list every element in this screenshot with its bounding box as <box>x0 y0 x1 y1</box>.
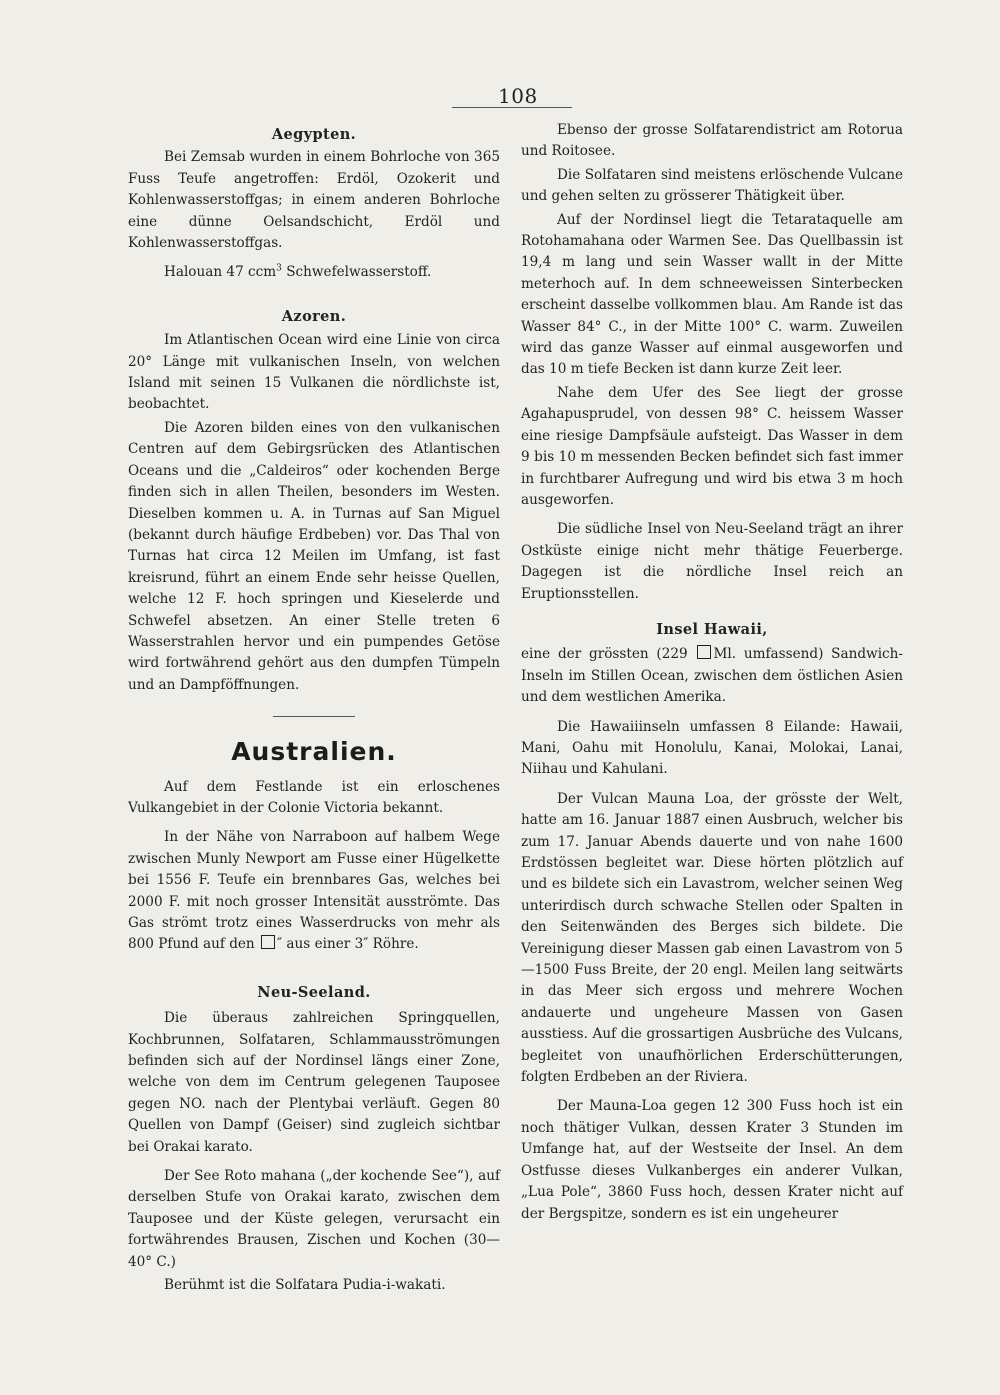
section-divider <box>273 716 355 717</box>
paragraph-right-5: Die südliche Insel von Neu-Seeland trägt an ihrer Ostküste einige nicht mehr thätige Feuerberge. Dagegen ist die nördliche Insel reich an Eruptionsstellen. <box>521 521 903 602</box>
page-number: 108 <box>498 84 538 108</box>
hawaii-intro-text: eine der grössten (229 <box>521 646 688 663</box>
paragraph-aegypten-1: Bei Zemsab wurden in einem Bohrloche von 365 Fuss Teufe angetroffen: Erdöl, Ozokerit und Kohlenwasserstoffgas; in einem anderen Bohrloche eine dünne Oelsandschicht, Erdöl und Kohlenwasserstoffgas. <box>128 149 500 252</box>
heading-aegypten: Aegypten. <box>271 126 357 143</box>
paragraph-neuseeland-3: Berühmt ist die Solfatara Pudia-i-wakati. <box>164 1277 446 1294</box>
square-symbol <box>697 645 711 659</box>
left-column <box>128 120 500 1299</box>
heading-australien: Australien. <box>231 737 397 767</box>
paragraph-right-3: Auf der Nordinsel liegt die Tetarataquelle am Rotohamahana oder Warmen See. Das Quellbassin ist 19,4 m lang und sein Wasser wallt in der Mitte meterhoch auf. In dem schneeweissen Sinterbecken erscheint dasselbe vollkommen blau. Am Rande ist das Wasser 84° C., in der Mitte 100° C. warm. Zuweilen wird das ganze Wasser auf einmal ausgeworfen und das 10 m tiefe Becken ist dann kurze Zeit leer. <box>521 211 903 378</box>
paragraph-hawaii-3: Der Vulcan Mauna Loa, der grösste der Welt, hatte am 16. Januar 1887 einen Ausbruch, welcher bis zum 17. Januar Abends dauerte und von nahe 1600 Erdstössen begleitet war. Diese hörten plötzlich auf und es bildete sich ein Lavastrom, welcher seinen Weg unterirdisch durch schwache Stellen oder Spalten in den Seitenwänden des Berges sich bildete. Die Vereinigung dieser Massen gab einen Lavastrom von 5—1500 Fuss Breite, der 20 engl. Meilen lang seitwärts in das Meer sich ergoss und mehrere Wochen andauerte und ungeheure Massen von Gasen ausstiess. Auf die grossartigen Ausbrüche des Vulcans, begleitet von unaufhörlichen Erderschütterungen, folgten Erdbeben an der Riviera. <box>521 790 903 1086</box>
paragraph-right-1: Ebenso der grosse Solfatarendistrict am Rotorua und Roitosee. <box>521 122 903 160</box>
halouan-text-end: Schwefelwasserstoff. <box>281 264 432 281</box>
narraboon-text-end: ″ aus einer 3″ Röhre. <box>277 936 419 953</box>
right-column <box>521 120 903 1227</box>
halouan-text: Halouan 47 ccm <box>164 264 277 281</box>
paragraph-australien-1: Auf dem Festlande ist ein erloschenes Vulkangebiet in der Colonie Victoria bekannt. <box>128 778 500 816</box>
paragraph-neuseeland-2: Der See Roto mahana („der kochende See“), auf derselben Stufe von Orakai karato, zwischen dem Tauposee und der Küste gelegen, verursacht ein fortwährendes Brausen, Zischen und Kochen (30—40° C.) <box>128 1168 500 1270</box>
paragraph-australien-2 <box>128 827 500 955</box>
hawaii-intro-text-end: Ml. umfassend) Sandwich-Inseln im Stillen Ocean, zwischen dem östlichen Asien und dem westlichen Amerika. <box>521 646 903 706</box>
paragraph-hawaii-2: Die Hawaiiinseln umfassen 8 Eilande: Hawaii, Mani, Oahu mit Honolulu, Kanai, Molokai, Lanai, Niihau und Kahulani. <box>521 718 903 778</box>
paragraph-right-2: Die Solfataren sind meistens erlöschende Vulcane und gehen selten zu grösserer Thätigkeit über. <box>521 166 903 205</box>
square-symbol <box>261 935 275 949</box>
heading-neu-seeland: Neu-Seeland. <box>257 983 371 1001</box>
superscript-3: 3 <box>276 263 282 274</box>
paragraph-hawaii-4: Der Mauna-Loa gegen 12 300 Fuss hoch ist ein noch thätiger Vulkan, dessen Krater 3 Stunden im Umfange hat, auf der Westseite der Insel. An dem Ostfusse dieses Vulkanberges ein anderer Vulkan, „Lua Pole“, 3860 Fuss hoch, dessen Krater nicht auf der Bergspitze, sondern es ist ein ungeheurer <box>521 1098 903 1222</box>
paragraph-neuseeland-1: Die überaus zahlreichen Springquellen, Kochbrunnen, Solfataren, Schlammausströmungen befinden sich auf der Nordinsel längs einer Zone, welche von dem im Centrum gelegenen Tauposee gegen NO. nach der Plentybai verläuft. Gegen 80 Quellen von Dampf (Geiser) sind zugleich sichtbar bei Orakai karato. <box>128 1010 500 1155</box>
paragraph-azoren-2: Die Azoren bilden eines von den vulkanischen Centren auf dem Gebirgsrücken des Atlantischen Oceans und die „Caldeiros“ oder kochenden Berge finden sich in allen Theilen, besonders im Westen. Dieselben kommen u. A. in Turnas auf San Miguel (bekannt durch häufige Erdbeben) vor. Das Thal von Turnas hat circa 12 Meilen im Umfang, ist fast kreisrund, führt an einem Ende sehr heisse Quellen, welche 12 F. hoch springen und Kieselerde und Schwefel absetzen. An einer Stelle treten 6 Wasserstrahlen hervor und ein pumpendes Getöse wird fortwährend gehört aus den dumpfen Tümpeln und an Dampföffnungen. <box>128 419 500 693</box>
header-rule <box>452 107 572 108</box>
paragraph-aegypten-2 <box>128 262 500 283</box>
narraboon-text: In der Nähe von Narraboon auf halbem Wege zwischen Munly Newport am Fusse einer Hügelkette bei 1556 F. Teufe ein brennbares Gas, welches bei 2000 F. mit noch grosser Intensität ausströmte. Das Gas strömt trotz eines Wasserdrucks von mehr als 800 Pfund auf den <box>128 829 500 953</box>
paragraph-azoren-1: Im Atlantischen Ocean wird eine Linie von circa 20° Länge mit vulkanischen Inseln, von welchen Island mit seinen 15 Vulkanen die nördlichste ist, beobachtet. <box>128 332 500 413</box>
paragraph-hawaii-1 <box>521 644 903 708</box>
paragraph-right-4: Nahe dem Ufer des See liegt der grosse Agahapusprudel, von dessen 98° C. heissem Wasser eine riesige Dampfsäule aufsteigt. Das Wasser in dem 9 bis 10 m messenden Becken befindet sich fast immer in furchtbarer Aufregung und wird bis etwa 3 m hoch ausgeworfen. <box>521 384 903 508</box>
heading-insel-hawaii: Insel Hawaii, <box>656 620 768 638</box>
heading-azoren: Azoren. <box>281 307 347 325</box>
